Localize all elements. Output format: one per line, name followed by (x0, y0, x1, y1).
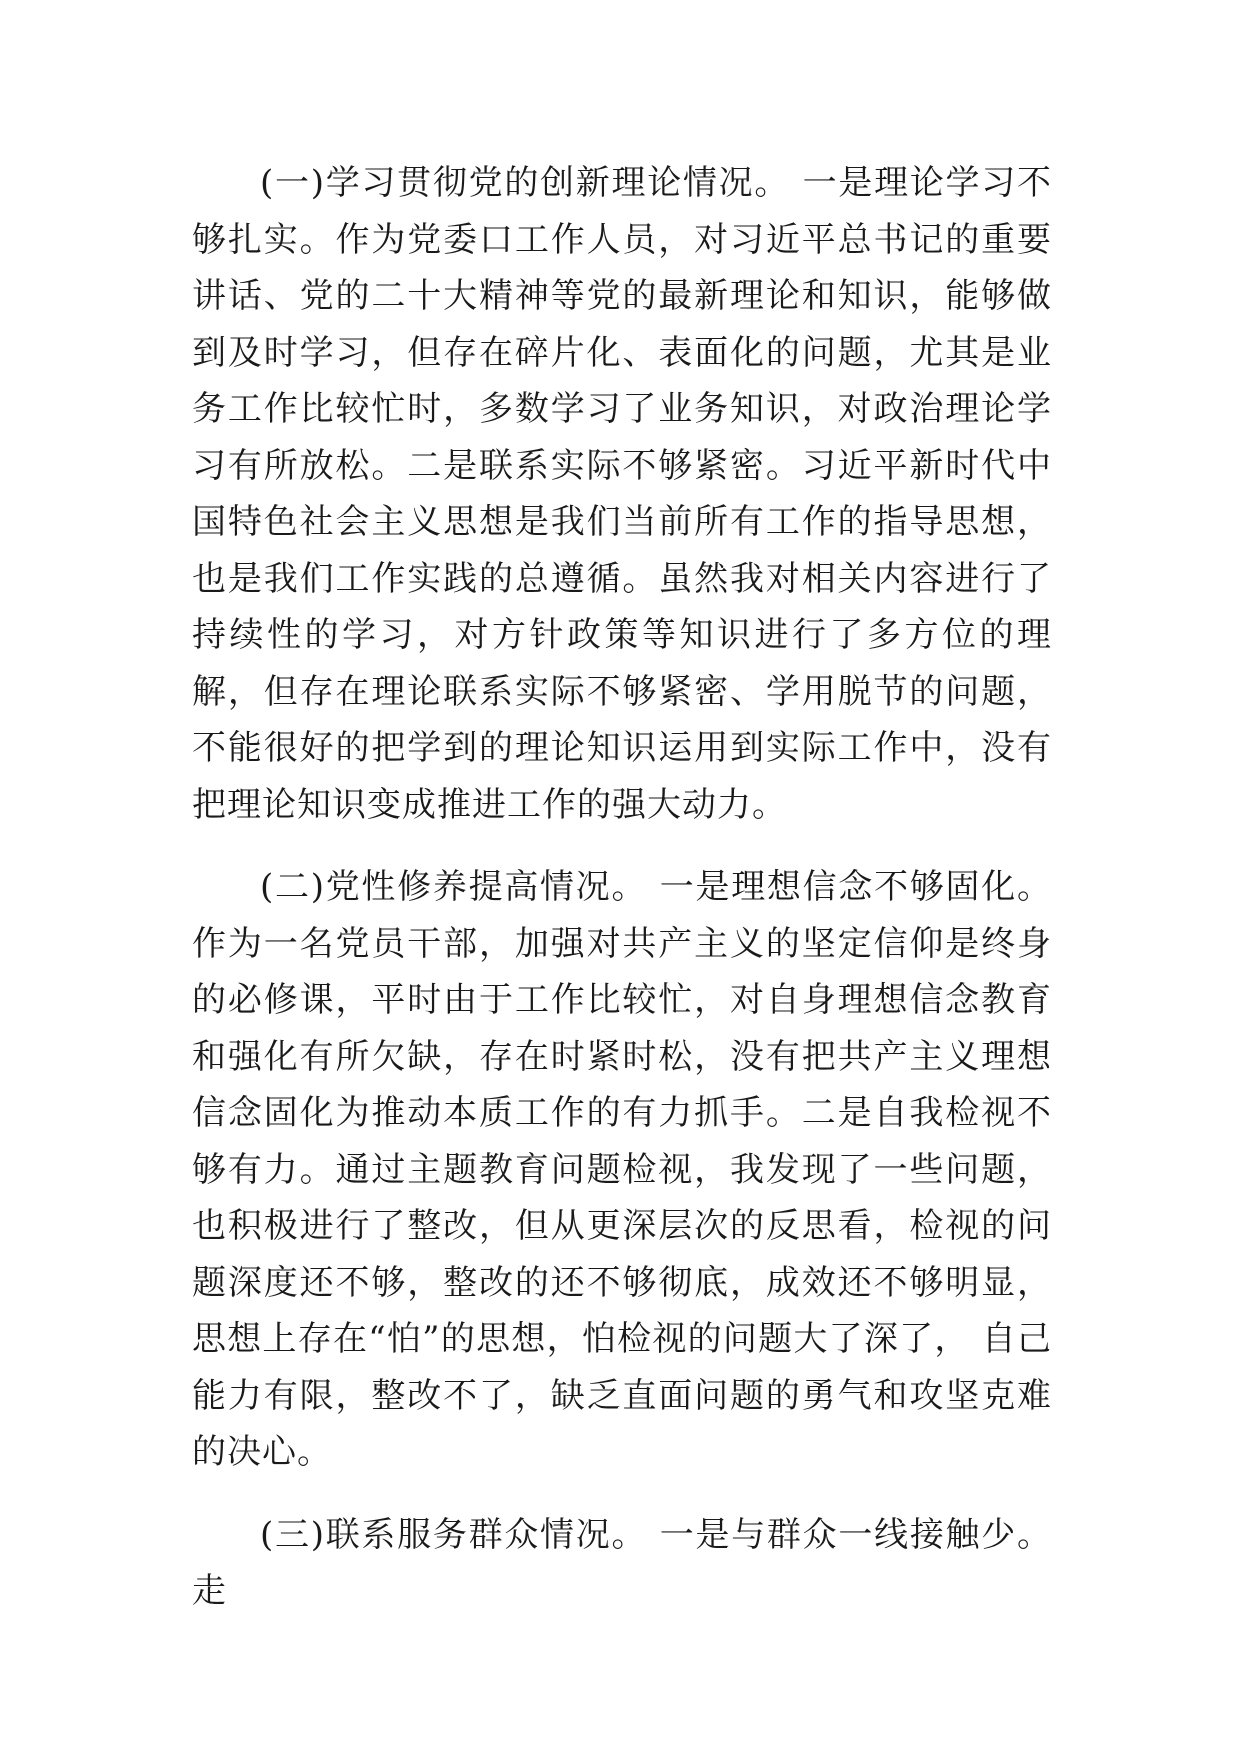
document-body (192, 155, 1052, 1646)
section-paragraph-1 (192, 155, 1052, 833)
section-paragraph-2 (192, 859, 1052, 1481)
section-body-3: 一是与群众一线接触少。走 (192, 1514, 1052, 1611)
section-body-1: 一是理论学习不够扎实。作为党委口工作人员，对习近平总书记的重要讲话、党的二十大精神等党的最新理论和知识，能够做到及时学习，但存在碎片化、表面化的问题，尤其是业务工作比较忙时，多数学习了业务知识，对政治理论学习有所放松。二是联系实际不够紧密。习近平新时代中国特色社会主义思想是我们当前所有工作的指导思想，也是我们工作实践的总遵循。虽然我对相关内容进行了持续性的学习，对方针政策等知识进行了多方位的理解，但存在理论联系实际不够紧密、学用脱节的问题，不能很好的把学到的理论知识运用到实际工作中，没有把理论知识变成推进工作的强大动力。 (192, 163, 1053, 825)
section-paragraph-3 (192, 1507, 1052, 1620)
section-body-2: 一是理想信念不够固化。作为一名党员干部，加强对共产主义的坚定信仰是终身的必修课，平时由于工作比较忙，对自身理想信念教育和强化有所欠缺，存在时紧时松，没有把共产主义理想信念固化为推动本质工作的有力抓手。二是自我检视不够有力。通过主题教育问题检视，我发现了一些问题，也积极进行了整改，但从更深层次的反思看，检视的问题深度还不够，整改的还不够彻底，成效还不够明显，思想上存在“怕”的思想，怕检视的问题大了深了， 自己能力有限，整改不了，缺乏直面问题的勇气和攻坚克难的决心。 (192, 867, 1052, 1472)
section-heading-1: (一)学习贯彻党的创新理论情况。 (260, 163, 791, 203)
section-heading-3: (三)联系服务群众情况。 (260, 1514, 648, 1555)
section-heading-2: (二)党性修养提高情况。 (260, 867, 648, 907)
